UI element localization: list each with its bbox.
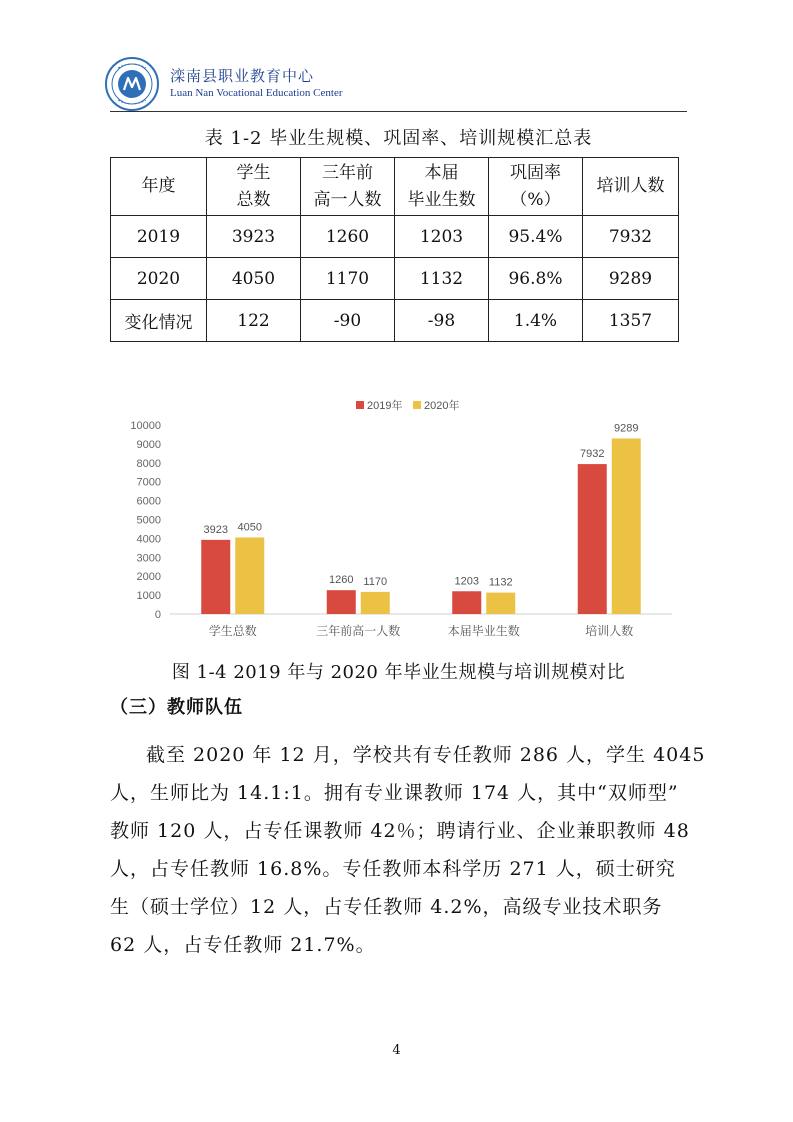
figure-caption: 图 1-4 2019 年与 2020 年毕业生规模与培训规模对比 xyxy=(171,662,626,683)
org-name-english: Luan Nan Vocational Education Center xyxy=(170,87,343,99)
table-cell: 1260 xyxy=(301,216,395,258)
bar-2020 xyxy=(361,592,390,614)
y-tick-label: 8000 xyxy=(136,457,161,470)
page-number: 4 xyxy=(392,1043,401,1058)
x-tick-label: 本届毕业生数 xyxy=(447,624,520,638)
header-cell-retention-rate: 巩固率 （%） xyxy=(489,158,583,216)
data-label: 1260 xyxy=(329,574,354,587)
paragraph-line: 人，占专任教师 16.8%。专任教师本科学历 271 人，硕士研究 xyxy=(110,858,676,880)
paragraph-line: 截至 2020 年 12 月，学校共有专任教师 286 人，学生 4045 xyxy=(146,744,706,766)
table-cell: 2019 xyxy=(111,216,207,258)
table-cell: 7932 xyxy=(583,216,679,258)
data-label: 1132 xyxy=(488,576,513,589)
y-tick-label: 0 xyxy=(154,609,161,621)
table-row xyxy=(111,216,679,258)
y-tick-label: 7000 xyxy=(136,476,161,489)
y-tick-label: 4000 xyxy=(136,533,161,546)
y-tick-label: 10000 xyxy=(130,420,161,432)
bar-2019 xyxy=(452,591,481,614)
bar-2019 xyxy=(201,540,230,614)
table-row xyxy=(111,300,679,342)
table-cell: -98 xyxy=(395,300,489,342)
header-cell-graduates: 本届 毕业生数 xyxy=(395,158,489,216)
header-cell-trainees: 培训人数 xyxy=(583,158,679,216)
table-row xyxy=(111,258,679,300)
paragraph-line: 人，生师比为 14.1:1。拥有专业课教师 174 人，其中“双师型” xyxy=(110,782,679,804)
paragraph-line: 生（硕士学位）12 人，占专任教师 4.2%，高级专业技术职务 xyxy=(110,896,663,918)
school-logo xyxy=(104,56,160,112)
table-cell: 122 xyxy=(207,300,301,342)
org-name-chinese: 滦南县职业教育中心 xyxy=(170,67,315,85)
table-cell: -90 xyxy=(301,300,395,342)
x-tick-label: 三年前高一人数 xyxy=(316,624,401,638)
legend-label: 2019年 xyxy=(367,400,403,412)
section-heading: （三）教师队伍 xyxy=(110,697,243,718)
table-title: 表 1-2 毕业生规模、巩固率、培训规模汇总表 xyxy=(204,128,593,149)
bar-2019 xyxy=(327,590,356,614)
data-label: 7932 xyxy=(580,448,605,461)
y-tick-label: 2000 xyxy=(136,571,161,584)
legend-swatch xyxy=(413,401,421,409)
bar-chart xyxy=(110,390,676,645)
table-cell: 1.4% xyxy=(489,300,583,342)
bar-2020 xyxy=(612,438,641,614)
data-label: 4050 xyxy=(237,521,262,534)
y-tick-label: 3000 xyxy=(136,552,161,565)
table-cell: 96.8% xyxy=(489,258,583,300)
page-header xyxy=(104,56,688,114)
header-cell-year: 年度 xyxy=(111,158,207,216)
header-cell-total-students: 学生 总数 xyxy=(207,158,301,216)
summary-table xyxy=(110,157,679,342)
bar-2019 xyxy=(578,464,607,614)
legend-swatch xyxy=(356,401,364,409)
y-tick-label: 1000 xyxy=(136,590,161,603)
paragraph-line: 62 人，占专任教师 21.7%。 xyxy=(110,934,376,956)
data-label: 1170 xyxy=(363,575,388,588)
table-cell: 3923 xyxy=(207,216,301,258)
table-cell: 1170 xyxy=(301,258,395,300)
table-cell: 9289 xyxy=(583,258,679,300)
table-cell: 1203 xyxy=(395,216,489,258)
bar-2020 xyxy=(235,537,264,614)
x-tick-label: 学生总数 xyxy=(208,624,257,638)
paragraph-line: 教师 120 人，占专任课教师 42％；聘请行业、企业兼职教师 48 xyxy=(110,820,690,842)
y-tick-label: 5000 xyxy=(136,514,161,527)
table-cell: 95.4% xyxy=(489,216,583,258)
x-tick-label: 培训人数 xyxy=(585,624,634,638)
table-header-row xyxy=(111,158,679,216)
bar-2020 xyxy=(486,593,515,614)
header-divider xyxy=(110,111,687,112)
table-cell: 1132 xyxy=(395,258,489,300)
table-cell: 1357 xyxy=(583,300,679,342)
y-tick-label: 9000 xyxy=(136,438,161,451)
y-tick-label: 6000 xyxy=(136,495,161,508)
legend-label: 2020年 xyxy=(424,400,460,412)
header-cell-freshmen-3y-ago: 三年前 高一人数 xyxy=(301,158,395,216)
data-label: 3923 xyxy=(203,523,228,536)
table-cell: 2020 xyxy=(111,258,207,300)
table-cell: 4050 xyxy=(207,258,301,300)
data-label: 1203 xyxy=(454,575,479,588)
table-cell: 变化情况 xyxy=(111,300,207,342)
data-label: 9289 xyxy=(614,422,639,435)
